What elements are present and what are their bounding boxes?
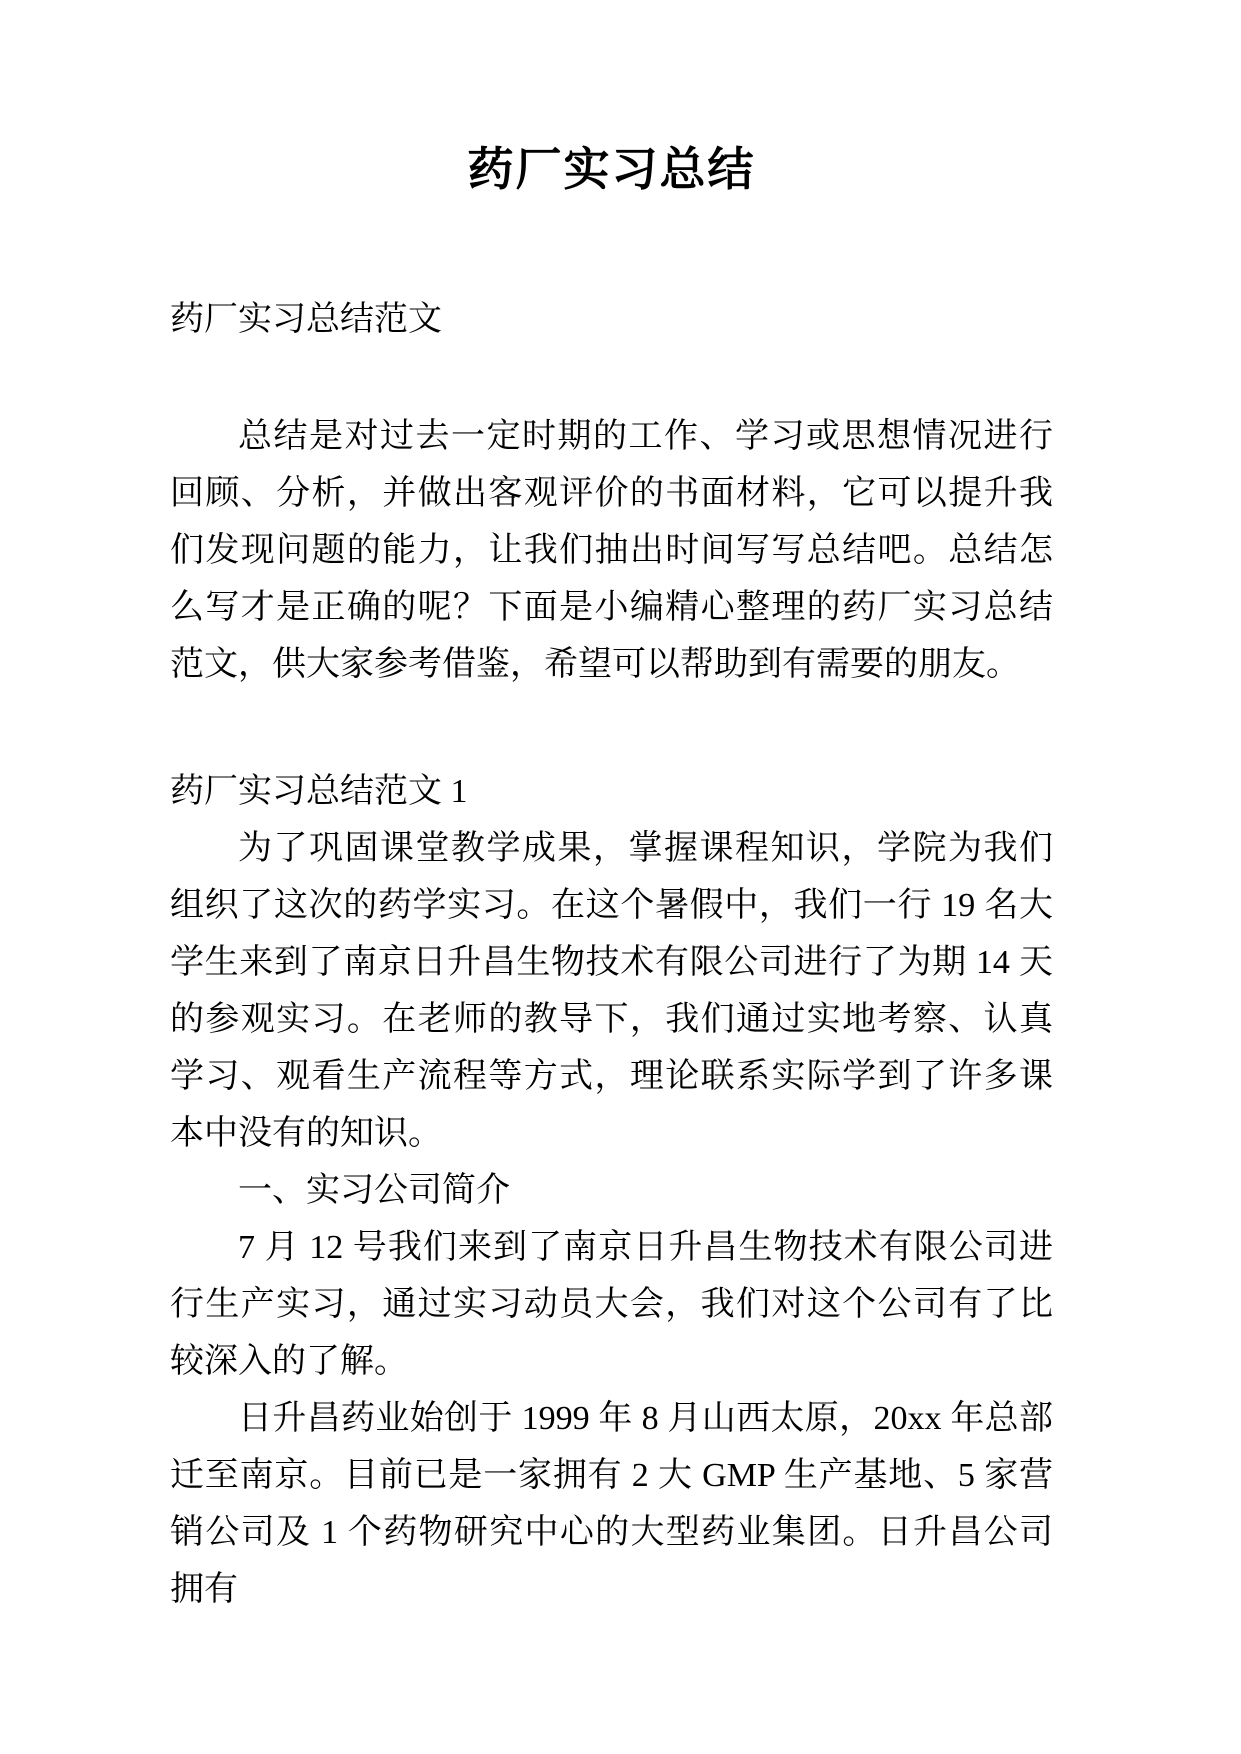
document-subtitle: 药厂实习总结范文	[170, 301, 442, 338]
intro-paragraph: 总结是对过去一定时期的工作、学习或思想情况进行回顾、分析，并做出客观评价的书面材料，它可以提升我们发现问题的能力，让我们抽出时间写写总结吧。总结怎么写才是正确的呢？下面是小编精心整理的药厂实习总结范文，供大家参考借鉴，希望可以帮助到有需要的朋友。	[170, 418, 1053, 683]
sample-1-paragraph-overview: 为了巩固课堂教学成果，掌握课程知识，学院为我们组织了这次的药学实习。在这个暑假中，我们一行 19 名大学生来到了南京日升昌生物技术有限公司进行了为期 14 天的参观实习。在老师的教导下，我们通过实地考察、认真学习、观看生产流程等方式，理论联系实际学到了许多课本中没有的知识。	[170, 830, 1053, 1152]
sample-1-paragraph-company-history: 日升昌药业始创于 1999 年 8 月山西太原，20xx 年总部迁至南京。目前已是一家拥有 2 大 GMP 生产基地、5 家营销公司及 1 个药物研究中心的大型药业集团。日升昌公司拥有	[170, 1400, 1053, 1608]
sample-1-section	[170, 763, 1053, 1618]
sample-1-heading: 药厂实习总结范文 1	[170, 773, 468, 810]
document-title: 药厂实习总结	[467, 144, 756, 195]
sample-1-paragraph-arrival: 7 月 12 号我们来到了南京日升昌生物技术有限公司进行生产实习，通过实习动员大会，我们对这个公司有了比较深入的了解。	[170, 1229, 1053, 1380]
sample-1-subheading-company-intro: 一、实习公司简介	[238, 1172, 510, 1209]
